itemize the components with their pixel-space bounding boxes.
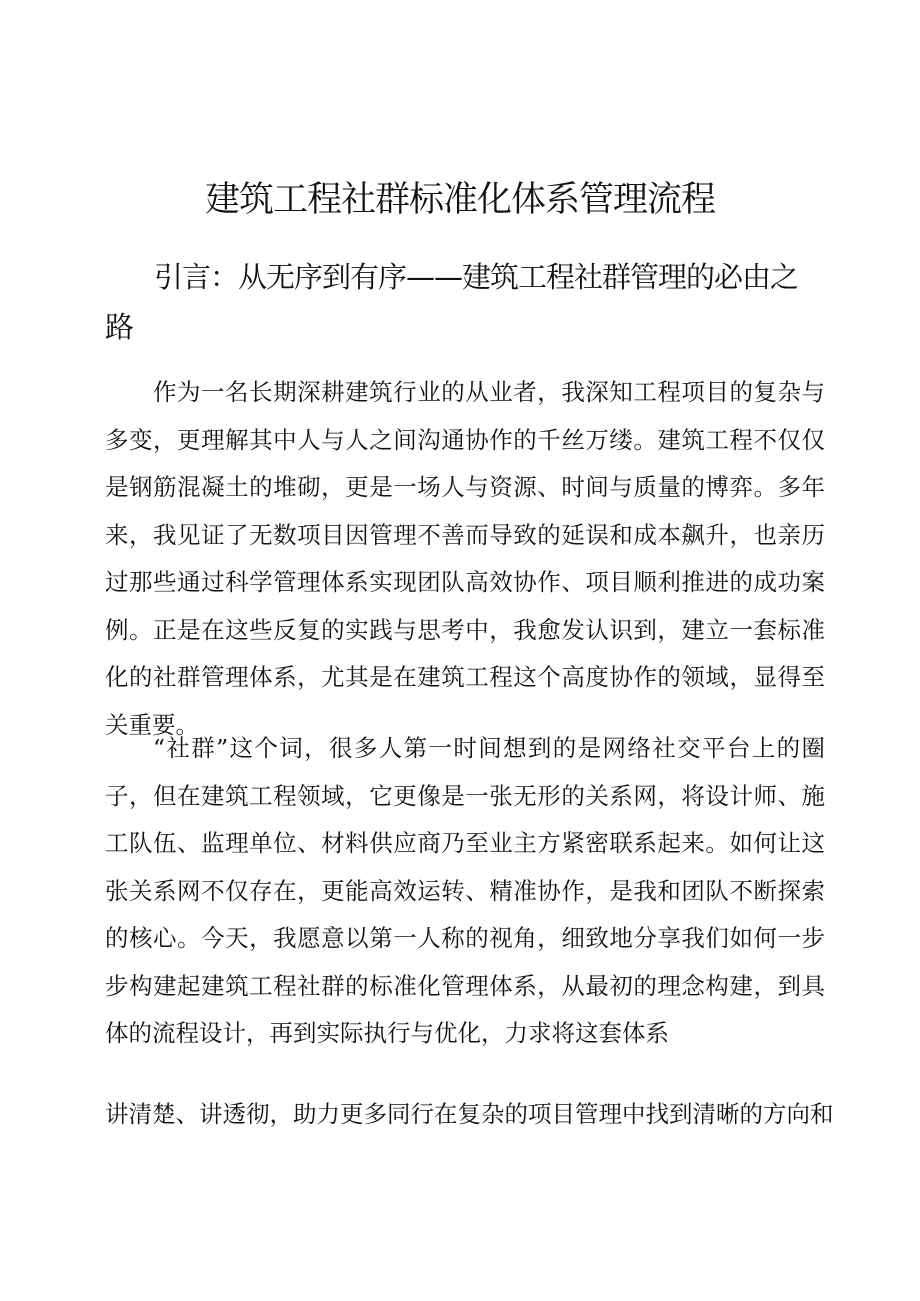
- document-title: 建筑工程社群标准化体系管理流程: [204, 180, 715, 220]
- paragraph-1: 作为一名长期深耕建筑行业的从业者，我深知工程项目的复杂与多变，更理解其中人与人之间沟通协作的千丝万缕。建筑工程不仅仅是钢筋混凝土的堆砌，更是一场人与资源、时间与质量的博弈。多年来，我见证了无数项目因管理不善而导致的延误和成本飙升，也亲历过那些通过科学管理体系实现团队高效协作、项目顺利推进的成功案例。正是在这些反复的实践与思考中，我愈发认识到，建立一套标准化的社群管理体系，尤其是在建筑工程这个高度协作的领域，显得至关重要。: [105, 378, 825, 739]
- paragraph-2: “社群”这个词，很多人第一时间想到的是网络社交平台上的圈子，但在建筑工程领域，它更像是一张无形的关系网，将设计师、施工队伍、监理单位、材料供应商乃至业主方紧密联系起来。如何让这张关系网不仅存在，更能高效运转、精准协作，是我和团队不断探索的核心。今天，我愿意以第一人称的视角，细致地分享我们如何一步步构建起建筑工程社群的标准化管理体系，从最初的理念构建，到具体的流程设计，再到实际执行与优化，力求将这套体系: [105, 734, 825, 1047]
- paragraph-3: 讲清楚、讲透彻，助力更多同行在复杂的项目管理中找到清晰的方向和: [105, 1100, 834, 1128]
- section-heading-introduction: 引言：从无序到有序——建筑工程社群管理的必由之路: [105, 260, 799, 344]
